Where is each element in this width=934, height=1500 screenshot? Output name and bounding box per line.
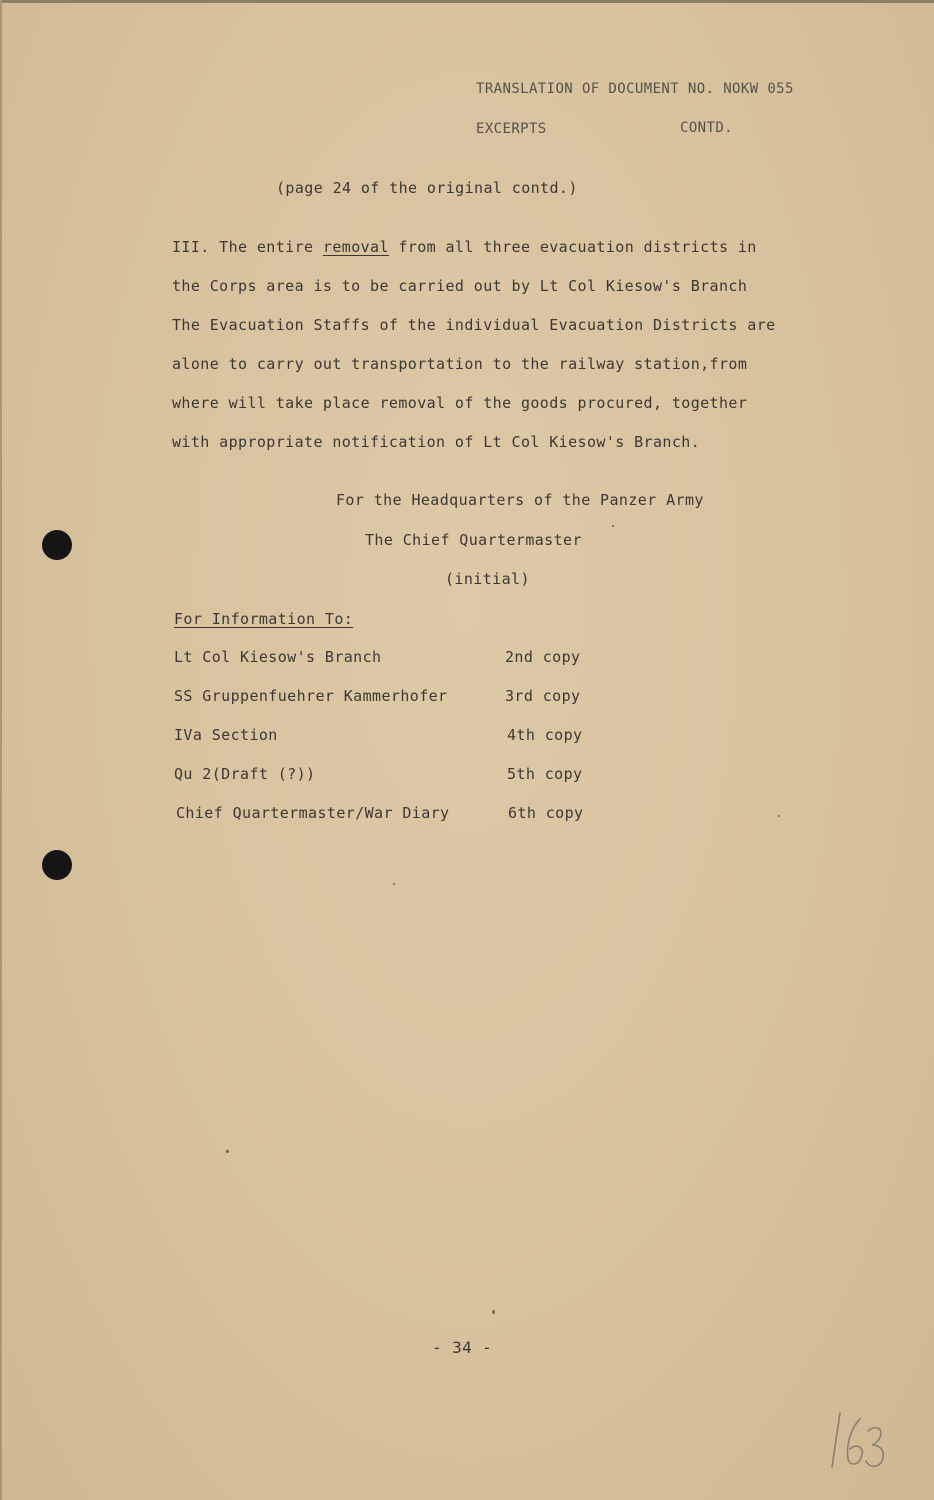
paragraph-line-3: The Evacuation Staffs of the individual Evacuation Districts are — [172, 316, 776, 334]
underlined-word-removal: removal — [322, 238, 389, 256]
distribution-recipient: Chief Quartermaster/War Diary — [176, 804, 450, 822]
distribution-copy: 6th copy — [508, 804, 584, 822]
contd-label: CONTD. — [680, 120, 733, 136]
paragraph-line-6: with appropriate notification of Lt Col Kiesow's Branch. — [172, 433, 701, 451]
distribution-recipient: Lt Col Kiesow's Branch — [174, 648, 382, 666]
paragraph-line-4: alone to carry out transportation to the railway station,from — [172, 355, 748, 373]
signature-line-3: (initial) — [445, 570, 530, 588]
distribution-heading: For Information To: — [174, 610, 354, 628]
signature-line-1: For the Headquarters of the Panzer Army — [336, 491, 704, 509]
paper-speck — [612, 525, 614, 527]
distribution-copy: 3rd copy — [505, 687, 581, 705]
distribution-copy: 5th copy — [507, 765, 583, 783]
page-edge-top — [0, 0, 934, 3]
punch-hole-top — [42, 530, 72, 560]
paper-speck — [778, 815, 780, 817]
handwritten-folio-number — [826, 1405, 896, 1475]
paragraph-line-5: where will take place removal of the goods procured, together — [172, 394, 748, 412]
paragraph-line-1 — [172, 240, 757, 255]
distribution-copy: 4th copy — [507, 726, 583, 744]
paper-speck — [226, 1150, 229, 1153]
page-number: - 34 - — [432, 1338, 493, 1357]
paper-speck — [492, 1310, 495, 1314]
page-edge-left — [0, 0, 2, 1500]
distribution-recipient: SS Gruppenfuehrer Kammerhofer — [174, 687, 448, 705]
page-note: (page 24 of the original contd.) — [276, 179, 578, 197]
distribution-recipient: Qu 2(Draft (?)) — [174, 765, 316, 783]
punch-hole-bottom — [42, 850, 72, 880]
paragraph-line-1-end: from all three evacuation districts in — [388, 238, 757, 256]
distribution-copy: 2nd copy — [505, 648, 581, 666]
paragraph-line-1-start: III. The entire — [172, 238, 323, 256]
signature-line-2: The Chief Quartermaster — [365, 531, 582, 549]
excerpts-label: EXCERPTS — [476, 121, 547, 137]
paragraph-line-2: the Corps area is to be carried out by Lt Col Kiesow's Branch — [172, 277, 748, 295]
document-title: TRANSLATION OF DOCUMENT NO. NOKW 055 — [476, 81, 794, 97]
distribution-recipient: IVa Section — [174, 726, 278, 744]
paper-speck — [393, 883, 395, 885]
